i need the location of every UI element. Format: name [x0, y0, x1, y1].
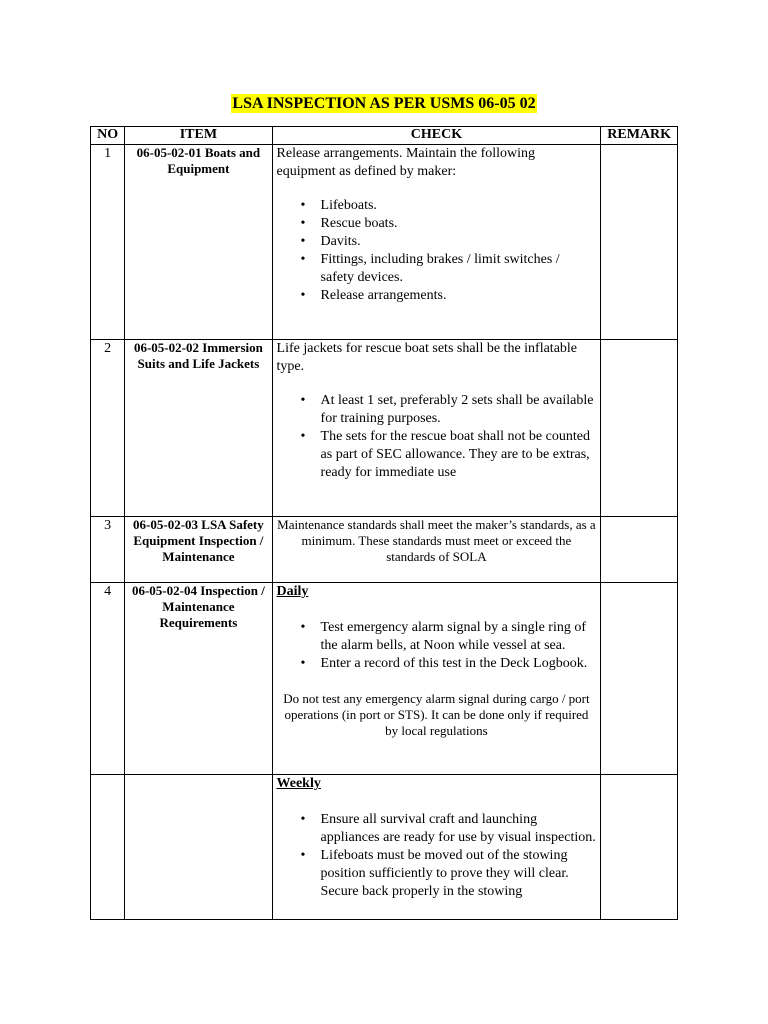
check-bullet-list — [277, 811, 597, 901]
row-remark — [601, 775, 678, 920]
table-row — [91, 517, 678, 583]
row-check — [272, 340, 601, 517]
check-bullet: • Fittings, including brakes / limit switches / safety devices. — [321, 251, 597, 287]
check-bullet: • Ensure all survival craft and launching appliances are ready for use by visual inspection. — [321, 811, 597, 847]
check-bullet: • Lifeboats. — [321, 197, 597, 215]
row-no — [91, 775, 125, 920]
check-intro: Release arrangements. Maintain the following equipment as defined by maker: — [276, 146, 536, 179]
check-bullet: • Lifeboats must be moved out of the stowing position sufficiently to prove they will clear. Secure back properly in the stowing — [321, 847, 597, 901]
header-row — [91, 127, 678, 145]
row-item: 06-05-02-02 Immersion Suits and Life Jackets — [125, 340, 272, 517]
inspection-table — [90, 126, 678, 920]
row-remark — [601, 517, 678, 583]
row-check — [272, 775, 601, 920]
check-heading: Daily — [276, 584, 309, 599]
check-bullet: • Release arrangements. — [321, 287, 597, 305]
row-no: 2 — [91, 340, 125, 517]
row-remark — [601, 340, 678, 517]
row-remark — [601, 145, 678, 340]
row-no: 1 — [91, 145, 125, 340]
row-check — [272, 583, 601, 775]
row-item — [125, 775, 272, 920]
title-container — [0, 94, 768, 113]
check-intro: Life jackets for rescue boat sets shall be the inflatable type. — [276, 341, 578, 374]
check-bullet-list — [277, 392, 597, 482]
check-bullet-list — [277, 619, 597, 673]
check-note: Do not test any emergency alarm signal during cargo / port operations (in port or STS). It can be done only if required by local regulations — [283, 691, 590, 738]
table-row — [91, 775, 678, 920]
header-item: ITEM — [125, 127, 272, 145]
page-title: LSA INSPECTION AS PER USMS 06-05 02 — [232, 95, 536, 112]
check-bullet-list — [277, 197, 597, 305]
check-bullet: • Enter a record of this test in the Deck Logbook. — [321, 655, 597, 673]
header-remark: REMARK — [601, 127, 678, 145]
row-no: 4 — [91, 583, 125, 775]
header-check: CHECK — [272, 127, 601, 145]
row-no: 3 — [91, 517, 125, 583]
check-heading: Weekly — [276, 776, 321, 791]
header-no: NO — [91, 127, 125, 145]
check-bullet: • Test emergency alarm signal by a single ring of the alarm bells, at Noon while vessel at sea. — [321, 619, 597, 655]
row-item: 06-05-02-03 LSA Safety Equipment Inspection / Maintenance — [125, 517, 272, 583]
check-bullet: • Rescue boats. — [321, 215, 597, 233]
row-item: 06-05-02-04 Inspection / Maintenance Requirements — [125, 583, 272, 775]
row-check — [272, 517, 601, 583]
check-bullet: • The sets for the rescue boat shall not be counted as part of SEC allowance. They are to be extras, ready for immediate use — [321, 428, 597, 482]
row-item: 06-05-02-01 Boats and Equipment — [125, 145, 272, 340]
check-bullet: • Davits. — [321, 233, 597, 251]
table-row — [91, 145, 678, 340]
row-remark — [601, 583, 678, 775]
check-note: Maintenance standards shall meet the maker’s standards, as a minimum. These standards must meet or exceed the standards of SOLA — [277, 517, 596, 564]
table-row — [91, 340, 678, 517]
table-row — [91, 583, 678, 775]
row-check — [272, 145, 601, 340]
check-bullet: • At least 1 set, preferably 2 sets shall be available for training purposes. — [321, 392, 597, 428]
